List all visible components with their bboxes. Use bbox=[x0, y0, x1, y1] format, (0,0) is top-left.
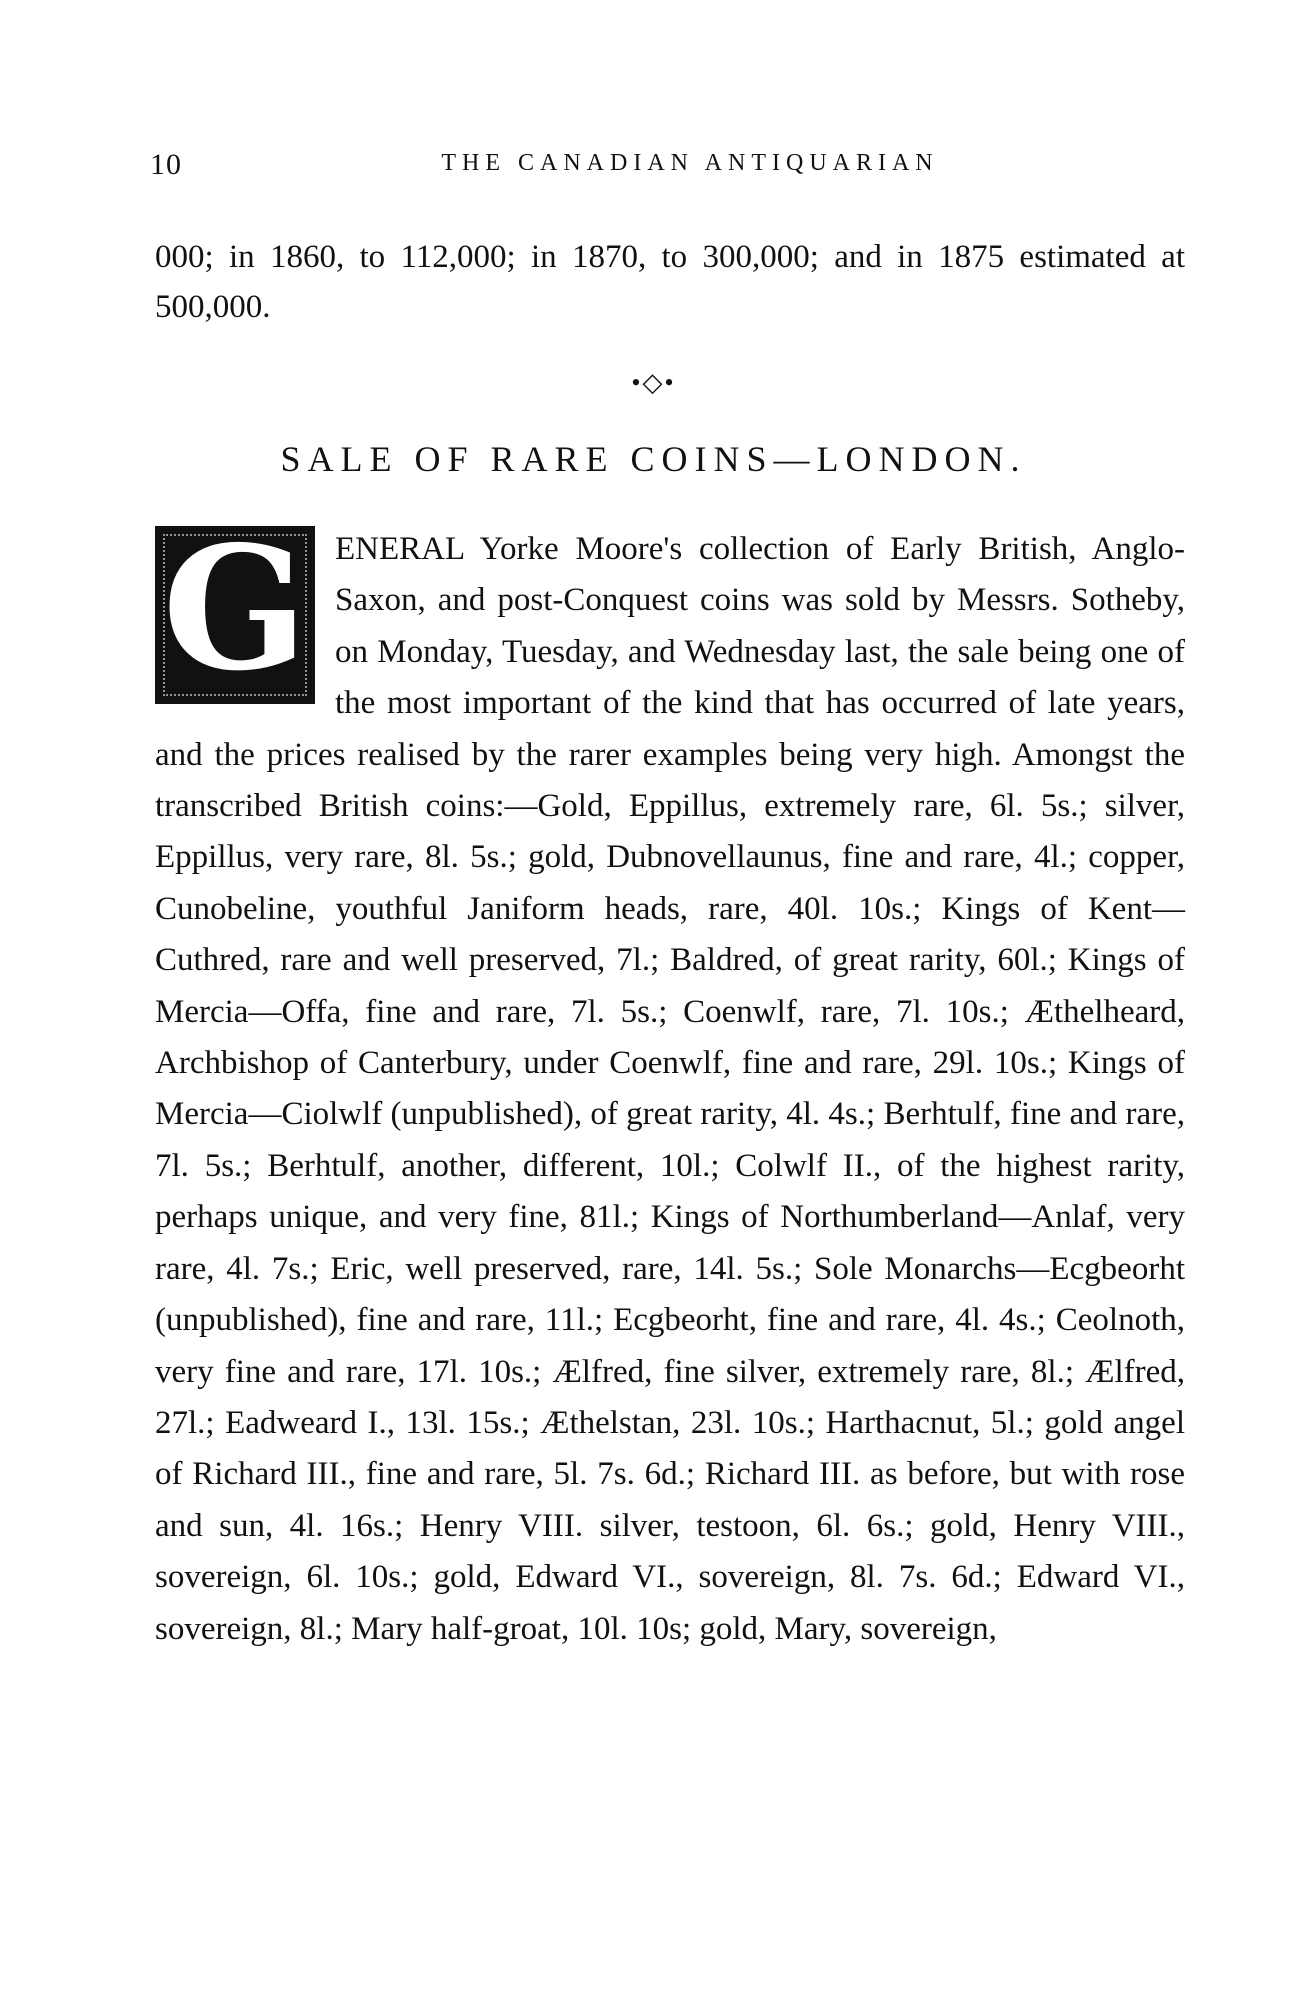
ornament-divider: •◇• bbox=[631, 368, 676, 397]
running-title: THE CANADIAN ANTIQUARIAN bbox=[441, 150, 939, 176]
article-title: SALE OF RARE COINS—LONDON. bbox=[280, 439, 1027, 479]
drop-cap-letter: G bbox=[162, 509, 308, 709]
article-paragraph: ENERAL Yorke Moore's collection of Early British, Anglo-Saxon, and post-Conquest coins was sold by Messrs. Sotheby, on Monday, Tuesday, and Wednesday last, the sale being one of the most important of the kind that has occurred of late years, and the prices realised by the rarer examples being very high. Amongst the transcribed British coins:—Gold, Eppillus, extremely rare, 6l. 5s.; silver, Eppillus, very rare, 8l. 5s.; gold, Dubnovellaunus, fine and rare, 4l.; copper, Cunobeline, youthful Janiform heads, rare, 40l. 10s.; Kings of Kent—Cuthred, rare and well preserved, 7l.; Baldred, of great rarity, 60l.; Kings of Mercia—Offa, fine and rare, 7l. 5s.; Coenwlf, rare, 7l. 10s.; Æthelheard, Archbishop of Canterbury, under Coenwlf, fine and rare, 29l. 10s.; Kings of Mercia—Ciolwlf (unpublished), of great rarity, 4l. 4s.; Berhtulf, fine and rare, 7l. 5s.; Berhtulf, another, different, 10l.; Colwlf II., of the highest rarity, perhaps unique, and very fine, 81l.; Kings of Northumberland—Anlaf, very rare, 4l. 7s.; Eric, well preserved, rare, 14l. 5s.; Sole Monarchs—Ecgbeorht (unpublished), fine and rare, 11l.; Ecgbeorht, fine and rare, 4l. 4s.; Ceolnoth, very fine and rare, 17l. 10s.; Ælfred, fine silver, extremely rare, 8l.; Ælfred, 27l.; Eadweard I., 13l. 15s.; Æthelstan, 23l. 10s.; Harthacnut, 5l.; gold angel of Richard III., fine and rare, 5l. 7s. 6d.; Richard III. as before, but with rose and sun, 4l. 16s.; Henry VIII. silver, testoon, 6l. 6s.; gold, Henry VIII., sovereign, 6l. 10s.; gold, Edward VI., sovereign, 8l. 7s. 6d.; Edward VI., sovereign, 8l.; Mary half-groat, 10l. 10s; gold, Mary, sovereign, bbox=[155, 531, 1185, 1647]
drop-cap-initial bbox=[155, 509, 315, 709]
running-head bbox=[150, 148, 1190, 188]
carry-over-paragraph: 000; in 1860, to 112,000; in 1870, to 300,000; and in 1875 estimated at 500,000. bbox=[155, 239, 1185, 325]
article-body bbox=[155, 509, 1185, 1655]
page-number: 10 bbox=[150, 148, 182, 181]
